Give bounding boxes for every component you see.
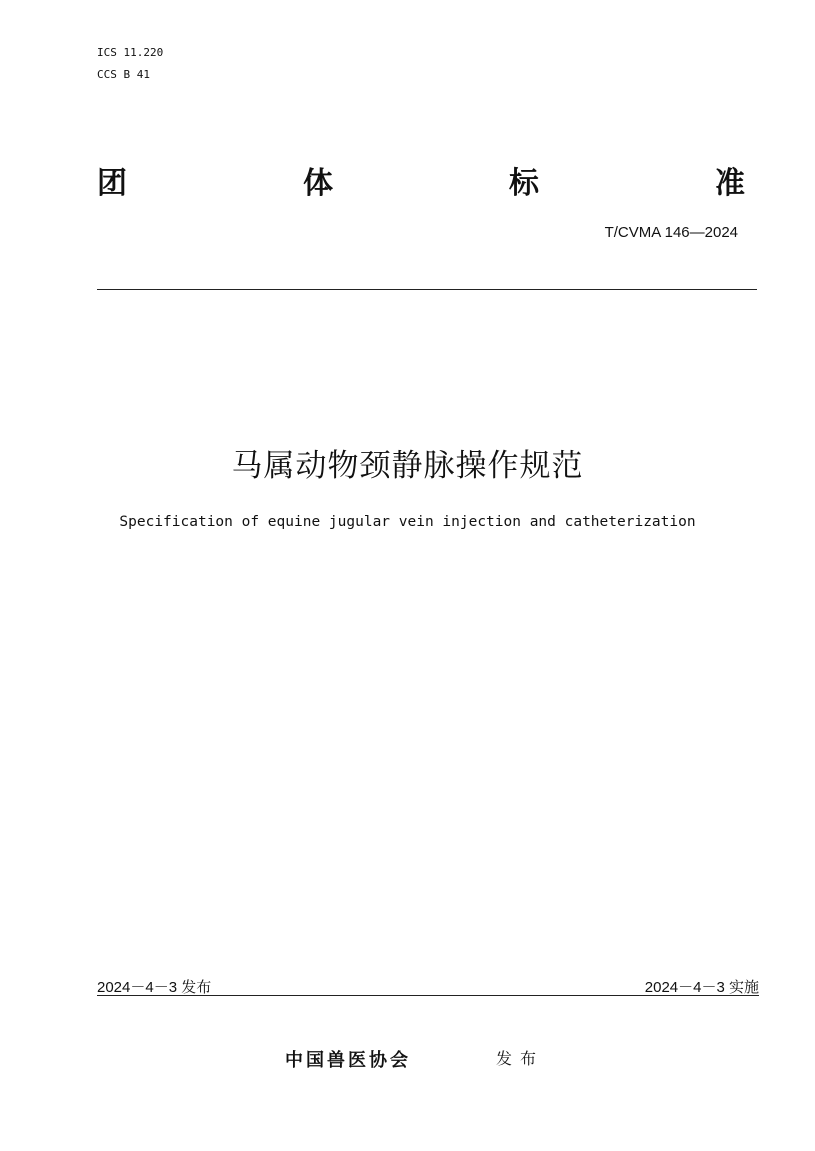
top-divider — [97, 289, 757, 290]
standard-type-char-2: 体 — [303, 166, 333, 201]
english-title: Specification of equine jugular vein injection and catheterization — [119, 514, 696, 530]
standard-type-char-3: 标 — [509, 166, 539, 201]
standard-number: T/CVMA 146—2024 — [604, 224, 738, 241]
issuing-organization: 中国兽医协会 — [285, 1050, 411, 1071]
standard-type-char-1: 团 — [97, 166, 127, 201]
issued-label: 发布 — [496, 1049, 545, 1068]
classification-codes — [97, 42, 163, 86]
standard-type-heading — [97, 158, 745, 202]
release-date: 2024－4－3 发布 — [97, 979, 212, 996]
implementation-date: 2024－4－3 实施 — [644, 979, 759, 996]
bottom-divider — [97, 995, 759, 996]
ccs-code: CCS B 41 — [97, 68, 150, 81]
chinese-title: 马属动物颈静脉操作规范 — [231, 448, 584, 484]
standard-type-char-4: 准 — [715, 166, 745, 201]
ics-code: ICS 11.220 — [97, 46, 164, 59]
